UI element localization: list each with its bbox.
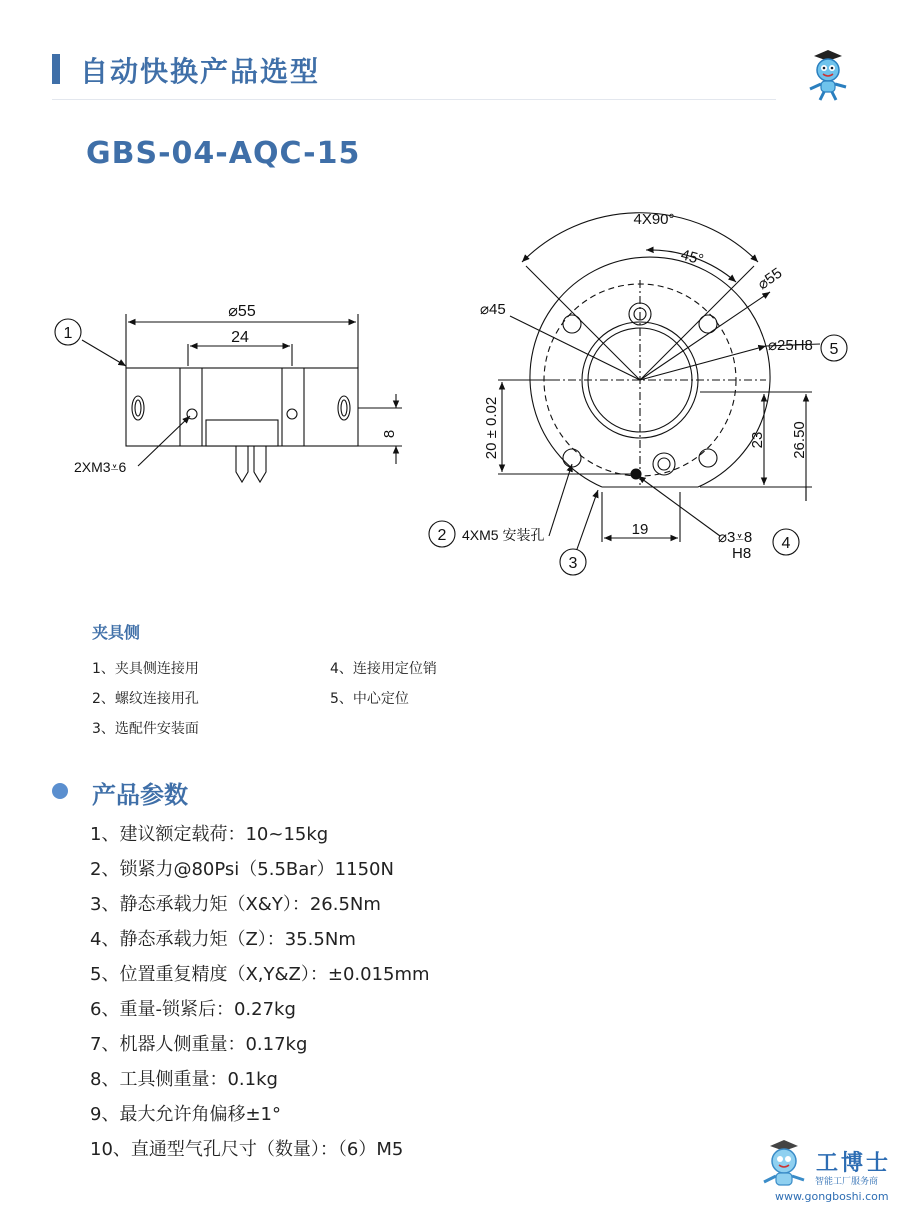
param-item: 4、静态承载力矩（Z）：35.5Nm [90, 929, 356, 950]
param-item: 3、静态承载力矩（X&Y）：26.5Nm [90, 894, 381, 915]
dim-dia-25h8: ⌀25H8 [768, 337, 813, 354]
dim-pin-fit: H8 [732, 545, 752, 562]
dim-8: 8 [381, 429, 398, 439]
dim-45-angle: 45° [678, 246, 706, 269]
callout-2-label: 2 [437, 527, 447, 544]
callout-1-label: 1 [63, 325, 73, 342]
dim-23: 23 [749, 431, 766, 449]
front-view [498, 213, 820, 552]
watermark-url: www.gongboshi.com [775, 1190, 889, 1203]
watermark-mascot-icon [756, 1134, 812, 1196]
callout-3-label: 3 [568, 555, 578, 572]
dim-4x90: 4X90° [633, 211, 675, 228]
dim-20: 20 ± 0.02 [483, 396, 500, 460]
callout-4-label: 4 [781, 535, 791, 552]
model-name: GBS-04-AQC-15 [86, 136, 361, 171]
dim-26-50: 26.50 [791, 421, 808, 459]
dim-19: 19 [631, 521, 649, 538]
dim-thread: 2XM3⩡6 [74, 459, 127, 475]
dim-pin: ⌀3⩡8 [718, 529, 753, 546]
technical-drawing [40, 196, 860, 596]
param-item: 9、最大允许角偏移±1° [90, 1104, 281, 1125]
dim-24: 24 [231, 329, 249, 346]
param-item: 5、位置重复精度（X,Y&Z）：±0.015mm [90, 964, 430, 985]
param-item: 8、工具侧重量：0.1kg [90, 1069, 278, 1090]
param-item: 1、建议额定载荷：10~15kg [90, 824, 329, 845]
mascot-logo-icon [800, 44, 852, 102]
header-divider [52, 99, 776, 100]
dim-dia-55-side: ⌀55 [228, 303, 256, 320]
page-title: 自动快换产品选型 [80, 55, 321, 88]
watermark-brand: 工博士 [816, 1150, 892, 1176]
param-item: 6、重量-锁紧后：0.27kg [90, 999, 296, 1020]
legend-item-3: 3、选配件安装面 [92, 721, 199, 737]
dim-dia-45: ⌀45 [480, 301, 506, 318]
watermark-tagline: 智能工厂服务商 [815, 1177, 879, 1187]
title-accent-bar [52, 54, 60, 84]
section-bullet-icon [52, 783, 68, 799]
param-item: 2、锁紧力@80Psi（5.5Bar）1150N [90, 859, 394, 880]
legend-item-2: 2、螺纹连接用孔 [92, 691, 199, 707]
legend-item-4: 4、连接用定位销 [330, 661, 437, 677]
dim-dia-55-front: ⌀55 [754, 264, 786, 294]
legend-item-1: 1、夹具侧连接用 [92, 661, 199, 677]
fixture-side-title: 夹具侧 [92, 623, 141, 642]
param-item: 7、机器人侧重量：0.17kg [90, 1034, 308, 1055]
callout-5-label: 5 [829, 341, 839, 358]
dim-mount-holes: 4XM5 安装孔 [462, 527, 545, 543]
param-item: 10、直通型气孔尺寸（数量）：（6）M5 [90, 1139, 404, 1160]
legend-item-5: 5、中心定位 [330, 691, 409, 707]
params-title: 产品参数 [92, 781, 188, 809]
